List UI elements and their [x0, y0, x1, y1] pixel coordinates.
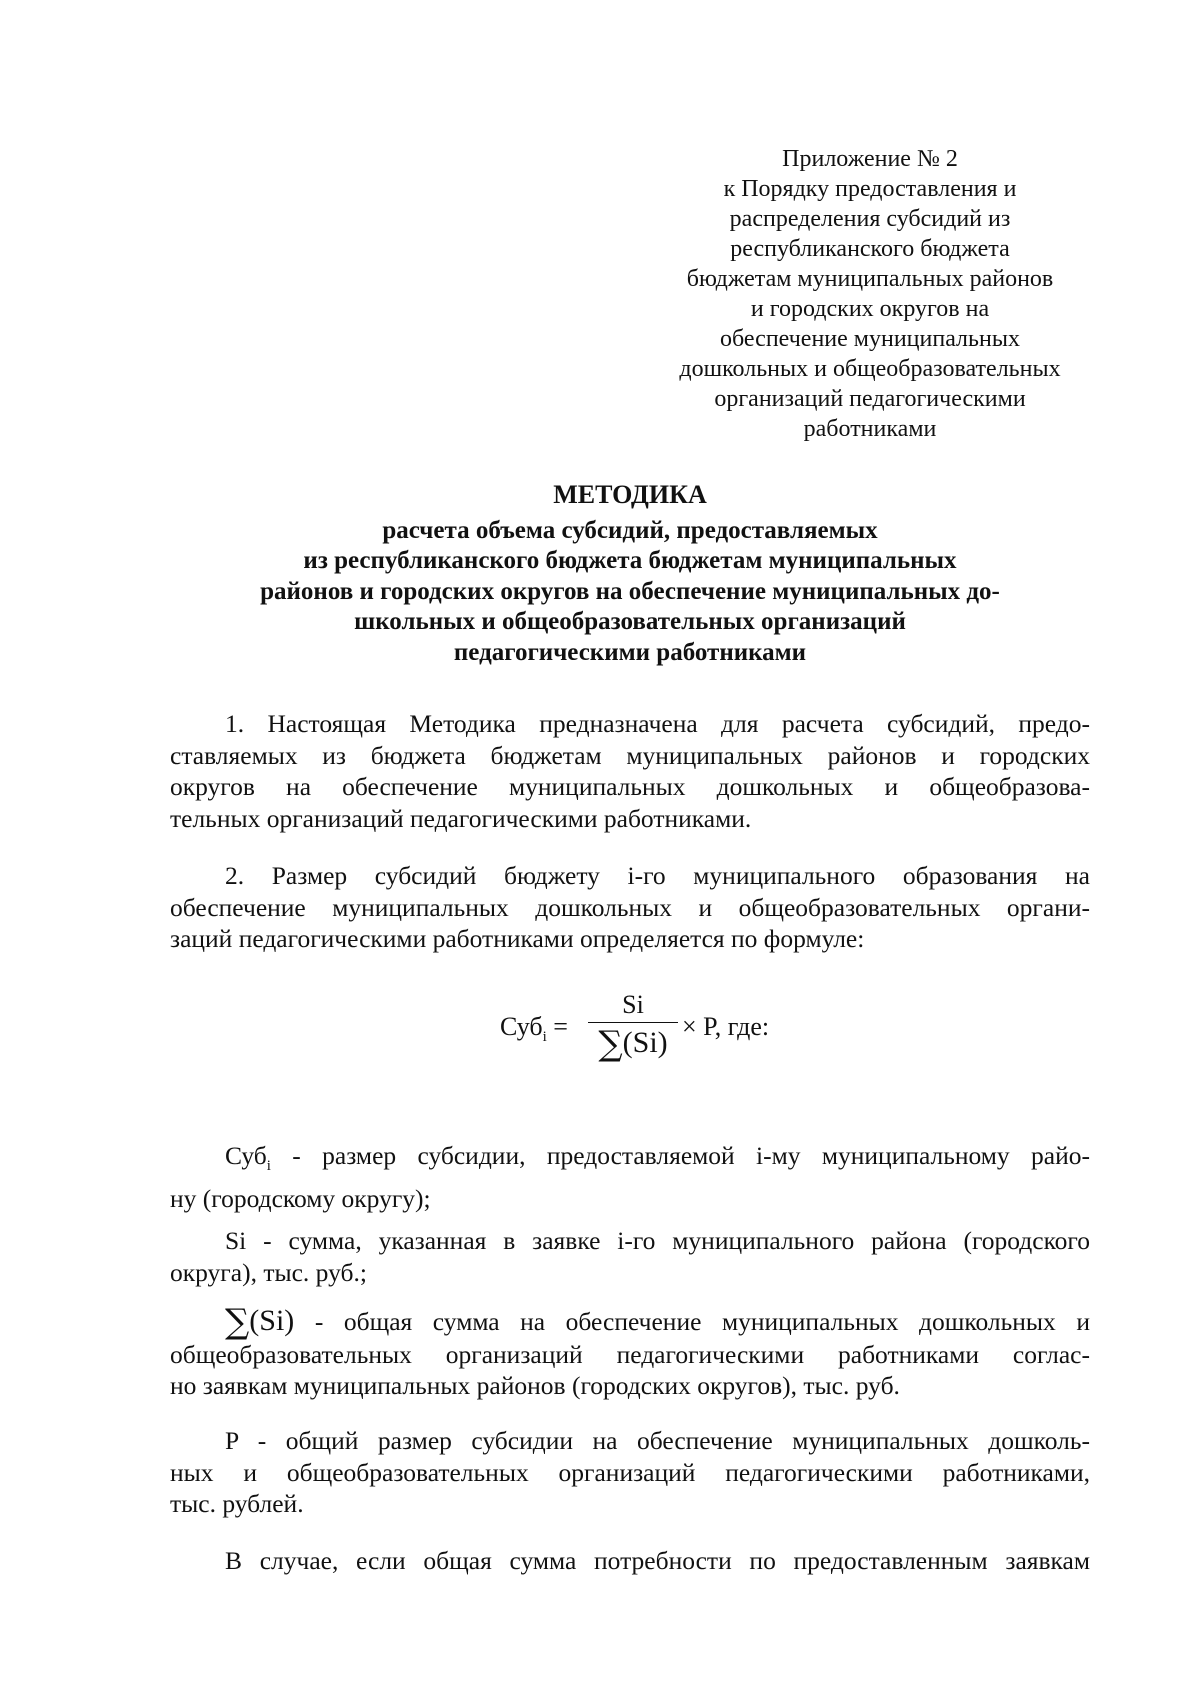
formula-lhs: [500, 1012, 568, 1046]
paragraph-line: ну (городскому округу);: [170, 1183, 431, 1213]
paragraph-line: ных и общеобразовательных организаций педагогическими работниками,: [170, 1457, 1090, 1487]
definition-sum-inner: (Si): [249, 1304, 295, 1337]
paragraph-line: P - общий размер субсидии на обеспечение муниципальных дошколь-: [225, 1426, 1090, 1455]
paragraph-line: 2. Размер субсидий бюджету i-го муниципального образования на: [225, 861, 1090, 890]
paragraph-line: [170, 1302, 1090, 1342]
paragraph-line: округов на обеспечение муниципальных дошкольных и общеобразова-: [170, 772, 1090, 801]
appendix-header: [650, 144, 1090, 444]
definition-term-subscript: i: [266, 1158, 271, 1175]
appendix-line: к Порядку предоставления и: [723, 176, 1017, 202]
paragraph-line: тыс. рублей.: [170, 1489, 304, 1518]
appendix-line: дошкольных и общеобразовательных: [679, 356, 1061, 382]
formula-lhs-subscript: i: [542, 1029, 547, 1046]
formula-denominator: [588, 1023, 678, 1064]
formula-denominator-inner: (Si): [622, 1026, 668, 1059]
definition-p: [170, 1425, 1090, 1520]
appendix-line: работниками: [803, 416, 937, 442]
title-line: районов и городских округов на обеспечение муниципальных до-: [260, 577, 1000, 605]
document-title: [150, 480, 1110, 668]
paragraph-line: обеспечение муниципальных дошкольных и общеобразовательных органи-: [170, 892, 1090, 922]
definition-term: Суб: [225, 1141, 267, 1170]
appendix-line: организаций педагогическими: [714, 386, 1026, 412]
formula-rhs: × P, где:: [682, 1012, 770, 1041]
paragraph-line: Si - сумма, указанная в заявке i-го муниципального района (городского: [225, 1226, 1090, 1255]
definition-text: - общая сумма на обеспечение муниципальных дошкольных и: [294, 1307, 1090, 1336]
paragraph-line: В случае, если общая сумма потребности по предоставленным заявкам: [225, 1546, 1090, 1575]
paragraph-line: тельных организаций педагогическими работниками.: [170, 803, 752, 833]
appendix-line: Приложение № 2: [782, 146, 958, 172]
title-line: педагогическими работниками: [453, 638, 807, 666]
paragraph-1: [170, 708, 1090, 834]
appendix-line: бюджетам муниципальных районов: [686, 266, 1054, 292]
sigma-symbol: ∑: [598, 1024, 623, 1064]
formula-fraction: [588, 990, 678, 1064]
paragraph-line: 1. Настоящая Методика предназначена для расчета субсидий, предо-: [225, 709, 1090, 738]
title-line: школьных и общеобразовательных организаций: [354, 608, 906, 635]
paragraph-line: ставляемых из бюджета бюджетам муниципальных районов и городских: [170, 740, 1090, 770]
subsidy-formula: [500, 990, 820, 1070]
appendix-line: и городских округов на: [750, 296, 990, 322]
paragraph-line: но заявкам муниципальных районов (городских округов), тыс. руб.: [170, 1371, 900, 1400]
paragraph-line: общеобразовательных организаций педагогическими работниками соглас-: [170, 1339, 1090, 1369]
definition-si: [170, 1225, 1090, 1288]
title-main: МЕТОДИКА: [553, 480, 707, 509]
title-line: расчета объема субсидий, предоставляемых: [382, 516, 878, 544]
sigma-symbol: ∑: [225, 1302, 250, 1342]
definition-sum: [170, 1302, 1090, 1402]
paragraph-last: [170, 1545, 1090, 1577]
paragraph-line: [170, 1140, 1090, 1183]
formula-equals: =: [546, 1012, 568, 1041]
paragraph-line: заций педагогическими работниками определяется по формуле:: [170, 924, 865, 953]
definition-text: - размер субсидии, предоставляемой i-му муниципальному райо-: [270, 1141, 1090, 1170]
paragraph-line: округа), тыс. руб.;: [170, 1257, 367, 1287]
formula-lhs-term: Суб: [500, 1012, 543, 1041]
paragraph-2: [170, 860, 1090, 955]
title-line: из республиканского бюджета бюджетам муниципальных: [303, 547, 957, 574]
appendix-line: распределения субсидий из: [729, 206, 1011, 232]
appendix-line: обеспечение муниципальных: [720, 326, 1020, 352]
definition-sub: [170, 1140, 1090, 1214]
appendix-line: республиканского бюджета: [730, 236, 1010, 262]
formula-numerator: Si: [622, 990, 644, 1019]
